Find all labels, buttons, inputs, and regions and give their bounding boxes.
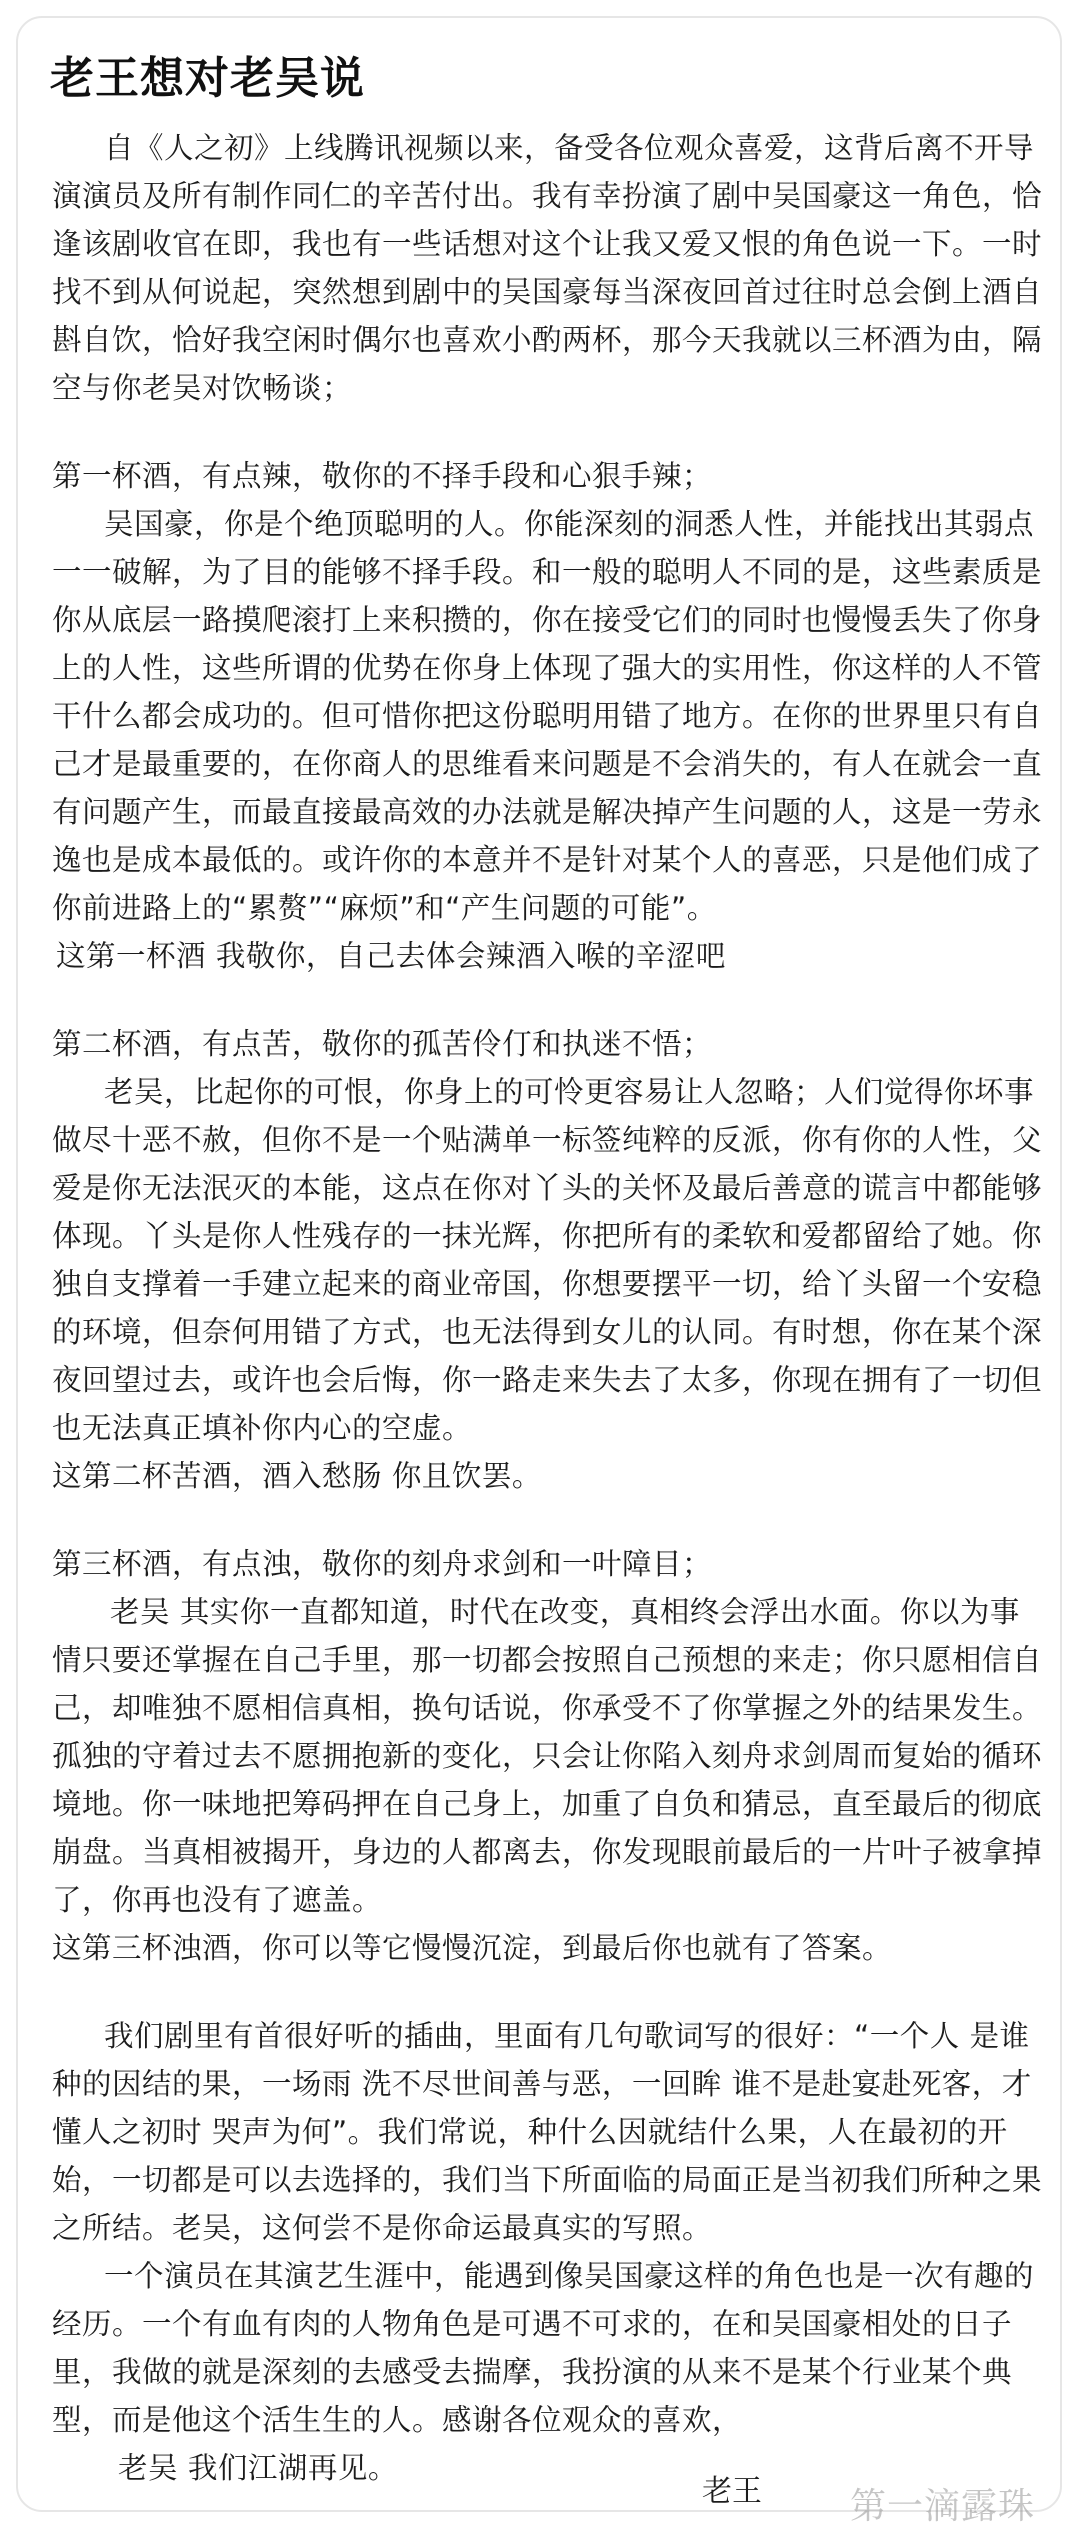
body-line: 老吴 我们江湖再见。 [118,2451,398,2485]
body-line: 境地。你一味地把筹码押在自己身上，加重了自负和猜忌，直至最后的彻底 [52,1787,1043,1821]
body-line: 逸也是成本最低的。或许你的本意并不是针对某个人的喜恶，只是他们成了 [52,843,1043,877]
body-line: 的环境，但奈何用错了方式，也无法得到女儿的认同。有时想，你在某个深 [52,1315,1043,1349]
section-heading-first-cup: 第一杯酒，有点辣，敬你的不择手段和心狠手辣； [52,459,713,493]
body-line: 找不到从何说起，突然想到剧中的吴国豪每当深夜回首过往时总会倒上酒自 [52,275,1043,309]
body-line: 自《人之初》上线腾讯视频以来，备受各位观众喜爱，这背后离不开导 [104,131,1035,165]
body-line: 始，一切都是可以去选择的，我们当下所面临的局面正是当初我们所种之果 [52,2163,1043,2197]
body-line: 这第二杯苦酒，酒入愁肠 你且饮罢。 [52,1459,542,1493]
body-line: 这第三杯浊酒，你可以等它慢慢沉淀，到最后你也就有了答案。 [52,1931,893,1965]
body-line: 也无法真正填补你内心的空虚。 [52,1411,473,1445]
body-line: 经历。一个有血有肉的人物角色是可遇不可求的，在和吴国豪相处的日子 [52,2307,1013,2341]
body-line: 老吴 其实你一直都知道，时代在改变，真相终会浮出水面。你以为事 [110,1595,1020,1629]
body-line: 了，你再也没有了遮盖。 [52,1883,383,1917]
body-line: 一一破解，为了目的能够不择手段。和一般的聪明人不同的是，这些素质是 [52,555,1043,589]
body-line: 之所结。老吴，这何尝不是你命运最真实的写照。 [52,2211,713,2245]
body-line: 演演员及所有制作同仁的辛苦付出。我有幸扮演了剧中吴国豪这一角色，恰 [52,179,1043,213]
body-line: 爱是你无法泯灭的本能，这点在你对丫头的关怀及最后善意的谎言中都能够 [52,1171,1043,1205]
signature: 老王 [702,2474,762,2509]
body-line: 我们剧里有首很好听的插曲，里面有几句歌词写的很好：“一个人 是谁 [104,2019,1030,2053]
body-line: 夜回望过去，或许也会后悔，你一路走来失去了太多，你现在拥有了一切但 [52,1363,1043,1397]
body-line: 里，我做的就是深刻的去感受去揣摩，我扮演的从来不是某个行业某个典 [52,2355,1013,2389]
body-line: 种的因结的果，一场雨 洗不尽世间善与恶，一回眸 谁不是赴宴赴死客，才 [52,2067,1032,2101]
body-line: 吴国豪，你是个绝顶聪明的人。你能深刻的洞悉人性，并能找出其弱点 [104,507,1035,541]
body-line: 空与你老吴对饮畅谈； [52,371,353,405]
section-heading-third-cup: 第三杯酒，有点浊，敬你的刻舟求剑和一叶障目； [52,1547,713,1581]
body-line: 型，而是他这个活生生的人。感谢各位观众的喜欢， [52,2403,743,2437]
body-line: 己才是最重要的，在你商人的思维看来问题是不会消失的，有人在就会一直 [52,747,1043,781]
body-line: 孤独的守着过去不愿拥抱新的变化，只会让你陷入刻舟求剑周而复始的循环 [52,1739,1043,1773]
body-line: 一个演员在其演艺生涯中，能遇到像吴国豪这样的角色也是一次有趣的 [104,2259,1035,2293]
body-line: 干什么都会成功的。但可惜你把这份聪明用错了地方。在你的世界里只有自 [52,699,1043,733]
body-line: 有问题产生，而最直接最高效的办法就是解决掉产生问题的人，这是一劳永 [52,795,1043,829]
body-line: 体现。丫头是你人性残存的一抹光辉，你把所有的柔软和爱都留给了她。你 [52,1219,1043,1253]
section-heading-second-cup: 第二杯酒，有点苦，敬你的孤苦伶仃和执迷不悟； [52,1027,713,1061]
body-line: 斟自饮，恰好我空闲时偶尔也喜欢小酌两杯，那今天我就以三杯酒为由，隔 [52,323,1043,357]
body-line: 懂人之初时 哭声为何”。我们常说，种什么因就结什么果，人在最初的开 [52,2115,1008,2149]
body-line: 独自支撑着一手建立起来的商业帝国，你想要摆平一切，给丫头留一个安稳 [52,1267,1043,1301]
body-line: 老吴，比起你的可恨，你身上的可怜更容易让人忽略；人们觉得你坏事 [104,1075,1035,1109]
body-line: 上的人性，这些所谓的优势在你身上体现了强大的实用性，你这样的人不管 [52,651,1043,685]
document-title: 老王想对老吴说 [50,53,365,104]
watermark: 第一滴露珠 [850,2486,1036,2527]
body-line: 你前进路上的“累赘”“麻烦”和“产生问题的可能”。 [52,891,717,925]
body-line: 情只要还掌握在自己手里，那一切都会按照自己预想的来走；你只愿相信自 [52,1643,1043,1677]
body-line: 你从底层一路摸爬滚打上来积攒的，你在接受它们的同时也慢慢丢失了你身 [52,603,1043,637]
body-line: 这第一杯酒 我敬你，自己去体会辣酒入喉的辛涩吧 [56,939,726,973]
body-line: 己，却唯独不愿相信真相，换句话说，你承受不了你掌握之外的结果发生。 [52,1691,1043,1725]
body-line: 做尽十恶不赦，但你不是一个贴满单一标签纯粹的反派，你有你的人性，父 [52,1123,1043,1157]
body-line: 逢该剧收官在即，我也有一些话想对这个让我又爱又恨的角色说一下。一时 [52,227,1043,261]
body-line: 崩盘。当真相被揭开，身边的人都离去，你发现眼前最后的一片叶子被拿掉 [52,1835,1043,1869]
